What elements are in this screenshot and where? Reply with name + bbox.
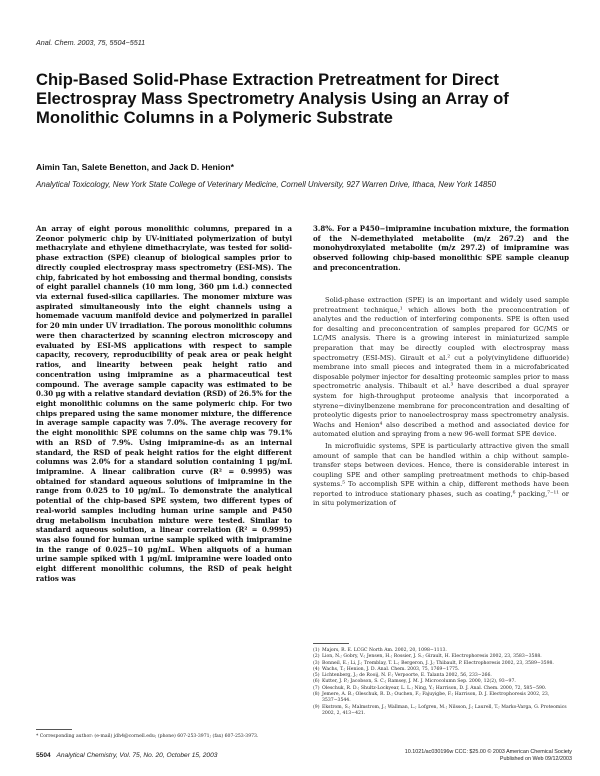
body-paragraph-1: Solid-phase extraction (SPE) is an important and widely used sample pretreatment technique,¹ which allows both the preconcentration of analytes and the reduction of interfering components. SPE is often used for desalting and preconcentration of samples prepared for GC/MS or LC/MS analysis. There is a growing interest in miniaturized sample preparation that may be directly coupled with electrospray mass spectrometry (ESI-MS). Girault et al.² cut a poly(vinylidene difluoride) membrane into small pieces and integrated them in a microfabricated disposable polymer injector for desalting proteomic samples prior to mass spectrometric analysis. Thibault et al.³ have described a dual sprayer system for high-throughput proteome analysis that incorporated a styrene−divinylbenzene membrane for preconcentration and desalting of proteolytic digests prior to nanoelectrospray mass spectrometry analysis. Wachs and Henion⁴ also described a method and associated device for automated elution and spraying from a new 96-well format SPE device. — [313, 296, 569, 439]
reference-item: (2) Lion, N.; Gobry, V.; Jensen, H.; Rossier, J. S.; Girault, H. Electrophoresis 2002, 23, 3583−3588. — [313, 654, 542, 660]
author-list: Aimin Tan, Salete Benetton, and Jack D. Henion* — [36, 162, 235, 172]
publication-date: Published on Web 09/12/2003 — [499, 755, 572, 762]
body-text — [313, 296, 569, 511]
abstract-right-column: 3.8%. For a P450−imipramine incubation mixture, the formation of the N-demethylated metabolite (m/z 267.2) and the monohydroxylated metabolite (m/z 297.2) of imipramine was observed following chip-based monolithic SPE sample cleanup and preconcentration. — [313, 224, 569, 272]
reference-list — [313, 648, 569, 717]
reference-item: (1) Majors, R. E. LCGC North Am. 2002, 20, 1098−1113. — [313, 648, 447, 653]
references-divider — [313, 643, 349, 644]
reference-item: (7) Oleschuk, R. D.; Shultz-Lockyear, L. L.; Ning, Y.; Harrison, D. J. Anal. Chem. 2000, 72, 585−590. — [313, 685, 547, 691]
corresponding-author-footnote: * Corresponding author: (e-mail) jdh4@cornell.edu; (phone) 607-253-3971; (fax) 607-253-3973. — [36, 734, 259, 739]
reference-item: (9) Ekstrom, S.; Malmstrom, J.; Wallman, L.; Lofgren, M.; Nilsson, J.; Laurell, T.; Marko-Varga, G. Proteomics 2002, 2, 413−421. — [313, 704, 567, 716]
abstract-left-column: An array of eight porous monolithic columns, prepared in a Zeonor polymeric chip by UV-initiated polymerization of butyl methacrylate and ethylene dimethacrylate, was tested for solid-phase extraction (SPE) cleanup of biological samples prior to directly coupled electrospray mass spectrometry (ESI-MS). The chip, fabricated by hot embossing and thermal bonding, consists of eight parallel channels (10 mm long, 360 μm i.d.) connected via external fused-silica capillaries. The monomer mixture was aspirated simultaneously into the eight channels using a homemade vacuum manifold device and polymerized in parallel for 20 min under UV irradiation. The porous monolithic columns were then characterized by scanning electron microscopy and evaluated by ESI-MS applications with respect to sample capacity, recovery, reproducibility of peak area or peak height ratios, and linearity between peak height ratio and concentration using imipramine as a pharmaceutical test compound. The average sample capacity was estimated to be 0.30 μg with a relative standard deviation (RSD) of 26.5% for the eight monolithic columns on the same polymeric chip. For two chips prepared using the same monomer mixture, the difference in average sample capacity was 7.0%. The average recovery for the eight monolithic SPE columns on the same chip was 79.1% with an RSD of 7.9%. Using imipramine-d₃ as an internal standard, the RSD of peak height ratios for the eight different columns was 2.0% for a standard solution containing 1 μg/mL imipramine. A linear calibration curve (R² = 0.9995) was obtained for standard aqueous solutions of imipramine in the range from 0.025 to 10 μg/mL. To demonstrate the analytical potential of the chip-based SPE system, two different types of real-world samples including human urine sample and P450 drug metabolism incubation mixture were tested. Similar to standard aqueous solution, a linear correlation (R² = 0.9995) was also found for human urine sample spiked with imipramine in the range of 0.025−10 μg/mL. When aliquots of a human urine sample spiked with 1 μg/mL imipramine were loaded onto eight different monolithic columns, the RSD of peak height ratios was — [36, 224, 292, 583]
page-number: 5504 — [36, 752, 51, 759]
reference-item: (6) Kutter, J. P.; Jacobson, S. C.; Ramsey, J. M. J. Microcolumn Sep. 2000, 12(2), 93−97. — [313, 679, 516, 685]
doi-copyright: 10.1021/ac030196w CCC: $25.00 © 2003 American Chemical Society — [404, 749, 572, 755]
footnote-divider — [36, 729, 72, 730]
page-footer-right — [360, 749, 572, 762]
article-title: Chip-Based Solid-Phase Extraction Pretreatment for Direct Electrospray Mass Spectrometry Analysis Using an Array of Monolithic Columns in a Polymeric Substrate — [36, 70, 509, 128]
journal-reference: Anal. Chem. 2003, 75, 5504−5511 — [36, 38, 146, 47]
reference-item: (8) Jemere, A. B.; Oleschuk, R. D.; Ouchen, F.; Fajuyigbe, F.; Harrison, D. J. Electrophoresis 2002, 23, 3537−3544. — [313, 692, 550, 704]
reference-item: (3) Bonneil, E.; Li, J.; Tremblay, T. L.; Bergeron, J. J.; Thibault, P. Electrophoresis 2002, 23, 3589−3598. — [313, 660, 554, 666]
reference-item: (4) Wachs, T.; Henion, J. D. Anal. Chem. 2003, 75, 1769−1775. — [313, 666, 460, 672]
affiliation: Analytical Toxicology, New York State College of Veterinary Medicine, Cornell University, 927 Warren Drive, Ithaca, New York 14850 — [36, 180, 497, 189]
page-footer-left — [36, 752, 217, 759]
body-paragraph-2: In microfluidic systems, SPE is particularly attractive given the small amount of sample that can be handled within a chip without sample-transfer steps between devices. Hence, there is considerable interest in coupling SPE and other sampling pretreatment methods to chip-based systems.⁵ To accomplish SPE within a chip, different methods have been reported to introduce stationary phases, such as coating,⁶ packing,⁷⁻¹¹ or in situ polymerization of — [313, 441, 569, 508]
journal-issue: Analytical Chemistry, Vol. 75, No. 20, October 15, 2003 — [56, 752, 218, 759]
reference-item: (5) Lichtenberg, J.; de Rooij, N. F.; Verpoorte, E. Talanta 2002, 56, 233−266. — [313, 673, 492, 679]
